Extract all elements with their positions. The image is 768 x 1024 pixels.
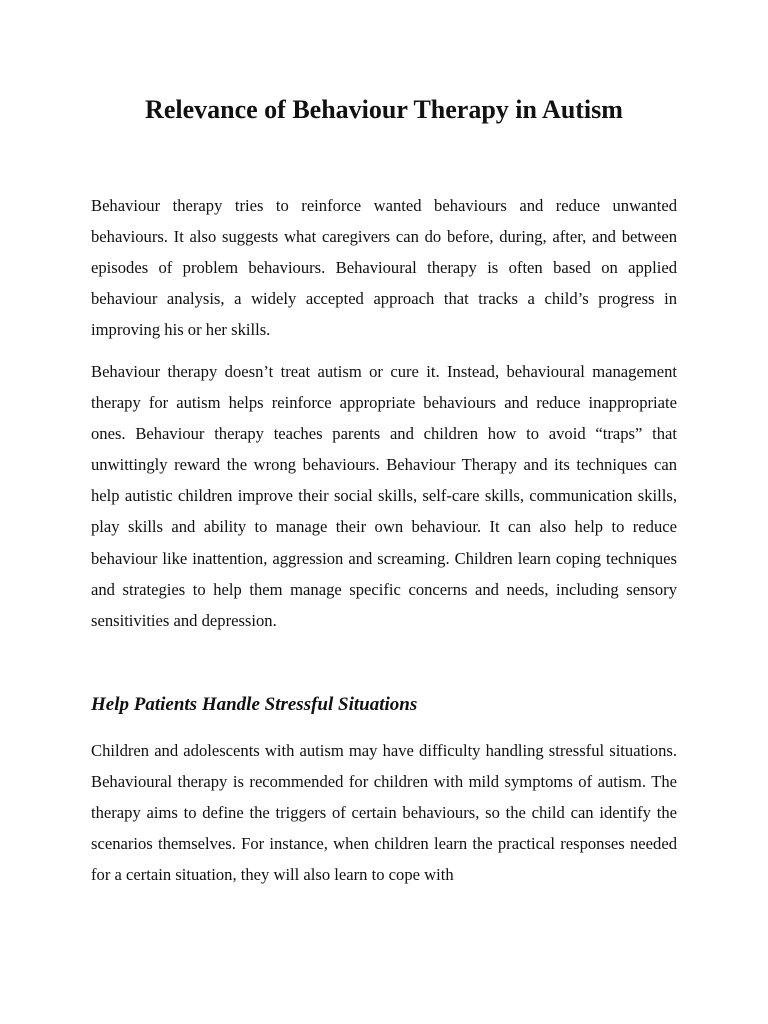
section-heading: Help Patients Handle Stressful Situations xyxy=(91,694,418,715)
section-paragraph: Children and adolescents with autism may have difficulty handling stressful situations. Behavioural therapy is recommended for children with mild symptoms of autism. The therapy aims to define the triggers of certain behaviours, so the child can identify the scenarios themselves. For instance, when children learn the practical responses needed for a certain situation, they will also learn to cope with xyxy=(91,741,677,885)
paragraph-2: Behaviour therapy doesn’t treat autism or cure it. Instead, behavioural management therapy for autism helps reinforce appropriate behaviours and reduce inappropriate ones. Behaviour therapy teaches parents and children how to avoid “traps” that unwittingly reward the wrong behaviours. Behaviour Therapy and its techniques can help autistic children improve their social skills, self-care skills, communication skills, play skills and ability to manage their own behaviour. It can also help to reduce behaviour like inattention, aggression and screaming. Children learn coping techniques and strategies to help them manage specific concerns and needs, including sensory sensitivities and depression. xyxy=(91,362,677,630)
page-title: Relevance of Behaviour Therapy in Autism xyxy=(145,95,623,124)
paragraph-1: Behaviour therapy tries to reinforce wanted behaviours and reduce unwanted behaviours. It also suggests what caregivers can do before, during, after, and between episodes of problem behaviours. Behavioural therapy is often based on applied behaviour analysis, a widely accepted approach that tracks a child’s progress in improving his or her skills. xyxy=(91,196,677,340)
